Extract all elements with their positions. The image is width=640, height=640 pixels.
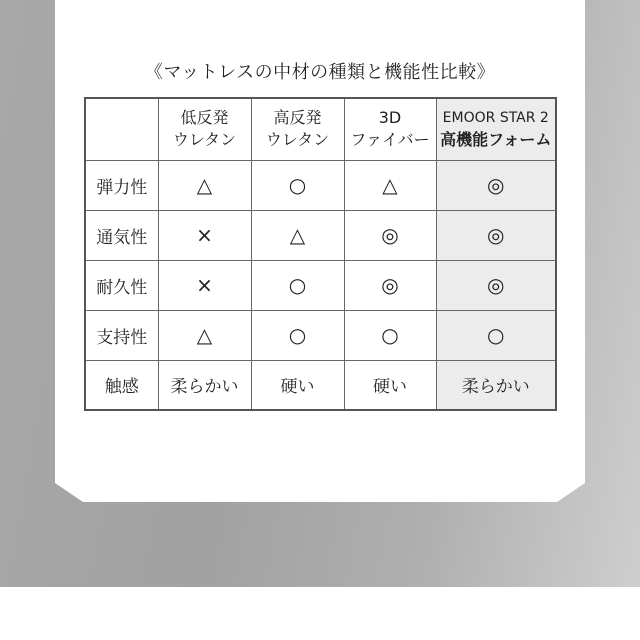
header-line1: 3D (378, 108, 402, 128)
header-line2: 高機能フォーム (440, 130, 552, 150)
rating-cell: 硬い (344, 360, 436, 410)
row-label: 耐久性 (85, 260, 158, 310)
header-line1: EMOOR STAR 2 (442, 110, 549, 127)
rating-cell: ◎ (344, 210, 436, 260)
table-row (85, 260, 556, 310)
corner-cell (85, 98, 158, 160)
rating-cell: ○ (251, 310, 344, 360)
rating-cell: ◎ (436, 160, 556, 210)
comparison-table (84, 97, 557, 411)
rating-cell: 柔らかい (436, 360, 556, 410)
header-line2: ウレタン (172, 130, 237, 150)
row-label: 通気性 (85, 210, 158, 260)
header-high-rebound (251, 98, 344, 160)
table-row (85, 160, 556, 210)
row-label: 触感 (85, 360, 158, 410)
header-row (85, 98, 556, 160)
rating-cell: × (158, 210, 251, 260)
rating-cell: △ (158, 310, 251, 360)
rating-cell: △ (158, 160, 251, 210)
header-3d-fiber (344, 98, 436, 160)
rating-cell: △ (251, 210, 344, 260)
rating-cell: ○ (344, 310, 436, 360)
header-line1: 高反発 (273, 108, 322, 128)
header-low-rebound (158, 98, 251, 160)
table-row (85, 360, 556, 410)
table-row (85, 210, 556, 260)
rating-cell: ○ (436, 310, 556, 360)
header-line1: 低反発 (180, 108, 229, 128)
rating-cell: ◎ (436, 210, 556, 260)
rating-cell: × (158, 260, 251, 310)
rating-cell: 柔らかい (158, 360, 251, 410)
rating-cell: ◎ (344, 260, 436, 310)
table-row (85, 310, 556, 360)
rating-cell: △ (344, 160, 436, 210)
row-label: 弾力性 (85, 160, 158, 210)
rating-cell: ○ (251, 260, 344, 310)
rating-cell: ◎ (436, 260, 556, 310)
row-label: 支持性 (85, 310, 158, 360)
header-line2: ウレタン (265, 130, 330, 150)
header-line2: ファイバー (350, 130, 430, 150)
rating-cell: ○ (251, 160, 344, 210)
rating-cell: 硬い (251, 360, 344, 410)
page-title: 《マットレスの中材の種類と機能性比較》 (144, 62, 496, 83)
header-emoor-star (436, 98, 556, 160)
